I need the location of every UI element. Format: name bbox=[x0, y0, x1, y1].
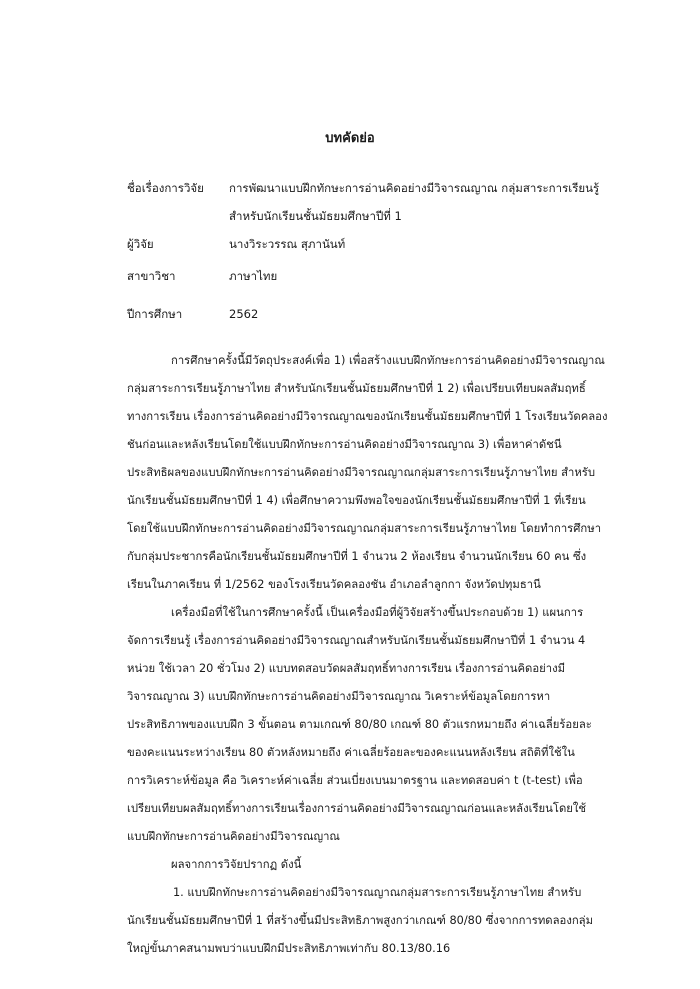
text-line: นักเรียนชั้นมัธยมศึกษาปีที่ 1 4) เพื่อศึกษาความพึงพอใจของนักเรียนชั้นมัธยมศึกษาปีที่ 1 ที่เรียน bbox=[127, 494, 586, 507]
text-line: นักเรียนชั้นมัธยมศึกษาปีที่ 1 ที่สร้างขึ้นมีประสิทธิภาพสูงกว่าเกณฑ์ 80/80 ซึ่งจากการทดลองกลุ่ม bbox=[127, 914, 594, 927]
researcher-row bbox=[127, 230, 624, 258]
year-value: 2562 bbox=[229, 307, 259, 321]
subject-label: สาขาวิชา bbox=[127, 269, 176, 283]
text-line: กลุ่มสาระการเรียนรู้ภาษาไทย สำหรับนักเรียนชั้นมัธยมศึกษาปีที่ 1 2) เพื่อเปรียบเทียบผลสัมฤทธิ์ bbox=[127, 382, 586, 395]
topic-line-2: สำหรับนักเรียนชั้นมัธยมศึกษาปีที่ 1 bbox=[229, 209, 402, 223]
page-title: บทคัดย่อ bbox=[325, 131, 375, 146]
text-line: ประสิทธิผลของแบบฝึกทักษะการอ่านคิดอย่างมีวิจารณญาณกลุ่มสาระการเรียนรู้ภาษาไทย สำหรับ bbox=[127, 466, 596, 479]
text-line: ประสิทธิภาพของแบบฝึก 3 ขั้นตอน ตามเกณฑ์ 80/80 เกณฑ์ 80 ตัวแรกหมายถึง ค่าเฉลี่ยร้อยละ bbox=[127, 718, 592, 731]
text-line: การศึกษาครั้งนี้มีวัตถุประสงค์เพื่อ 1) เพื่อสร้างแบบฝึกทักษะการอ่านคิดอย่างมีวิจารณญาณ bbox=[171, 354, 605, 367]
year-label: ปีการศึกษา bbox=[127, 307, 183, 321]
topic-label: ชื่อเรื่องการวิจัย bbox=[127, 181, 204, 195]
text-line: กับกลุ่มประชากรคือนักเรียนชั้นมัธยมศึกษาปีที่ 1 จำนวน 2 ห้องเรียน จำนวนนักเรียน 60 คน ซึ่ง bbox=[127, 550, 587, 563]
text-line: การวิเคราะห์ข้อมูล คือ วิเคราะห์ค่าเฉลี่ย ส่วนเบี่ยงเบนมาตรฐาน และทดสอบค่า t (t-test) เพื่อ bbox=[127, 774, 583, 787]
paragraph-results-intro bbox=[127, 851, 627, 879]
text-line: ผลจากการวิจัยปรากฏ ดังนี้ bbox=[171, 858, 302, 871]
text-line: เรียนในภาคเรียน ที่ 1/2562 ของโรงเรียนวัดคลองชัน อำเภอลำลูกกา จังหวัดปทุมธานี bbox=[127, 578, 541, 591]
text-line: แบบฝึกทักษะการอ่านคิดอย่างมีวิจารณญาณ bbox=[127, 830, 340, 843]
subject-row bbox=[127, 262, 624, 290]
topic-line-1: การพัฒนาแบบฝึกทักษะการอ่านคิดอย่างมีวิจารณญาณ กลุ่มสาระการเรียนรู้ bbox=[229, 181, 600, 195]
text-line: เปรียบเทียบผลสัมฤทธิ์ทางการเรียนเรื่องการอ่านคิดอย่างมีวิจารณญาณก่อนและหลังเรียนโดยใช้ bbox=[127, 802, 587, 815]
text-line: โดยใช้แบบฝึกทักษะการอ่านคิดอย่างมีวิจารณญาณกลุ่มสาระการเรียนรู้ภาษาไทย โดยทำการศึกษา bbox=[127, 522, 602, 535]
topic-value bbox=[229, 174, 624, 230]
researcher-value: นางวิระวรรณ สุภานันท์ bbox=[229, 237, 346, 251]
paragraph-result-1 bbox=[127, 879, 627, 963]
text-line: ทางการเรียน เรื่องการอ่านคิดอย่างมีวิจารณญาณของนักเรียนชั้นมัธยมศึกษาปีที่ 1 โรงเรียนวัดคลอง bbox=[127, 410, 608, 423]
text-line: วิจารณญาณ 3) แบบฝึกทักษะการอ่านคิดอย่างมีวิจารณญาณ วิเคราะห์ข้อมูลโดยการหา bbox=[127, 690, 551, 703]
topic-row bbox=[127, 174, 624, 230]
subject-value: ภาษาไทย bbox=[229, 269, 278, 283]
year-row bbox=[127, 300, 624, 328]
text-line: ใหญ่ขั้นภาคสนามพบว่าแบบฝึกมีประสิทธิภาพเท่ากับ 80.13/80.16 bbox=[127, 942, 451, 955]
text-line: ชันก่อนและหลังเรียนโดยใช้แบบฝึกทักษะการอ่านคิดอย่างมีวิจารณญาณ 3) เพื่อหาค่าดัชนี bbox=[127, 438, 562, 451]
text-line: 1. แบบฝึกทักษะการอ่านคิดอย่างมีวิจารณญาณกลุ่มสาระการเรียนรู้ภาษาไทย สำหรับ bbox=[173, 886, 582, 899]
text-line: เครื่องมือที่ใช้ในการศึกษาครั้งนี้ เป็นเครื่องมือที่ผู้วิจัยสร้างขึ้นประกอบด้วย 1) แผนการ bbox=[171, 606, 584, 619]
text-line: ของคะแนนระหว่างเรียน 80 ตัวหลังหมายถึง ค่าเฉลี่ยร้อยละของคะแนนหลังเรียน สถิติที่ใช้ใน bbox=[127, 746, 575, 759]
text-line: หน่วย ใช้เวลา 20 ชั่วโมง 2) แบบทดสอบวัดผลสัมฤทธิ์ทางการเรียน เรื่องการอ่านคิดอย่างมี bbox=[127, 662, 566, 675]
research-info bbox=[127, 174, 624, 258]
researcher-label: ผู้วิจัย bbox=[127, 237, 154, 251]
paragraph-objectives bbox=[127, 347, 627, 599]
text-line: จัดการเรียนรู้ เรื่องการอ่านคิดอย่างมีวิจารณญาณสำหรับนักเรียนชั้นมัธยมศึกษาปีที่ 1 จำนวน 4 bbox=[127, 634, 586, 647]
paragraph-instruments bbox=[127, 599, 627, 851]
